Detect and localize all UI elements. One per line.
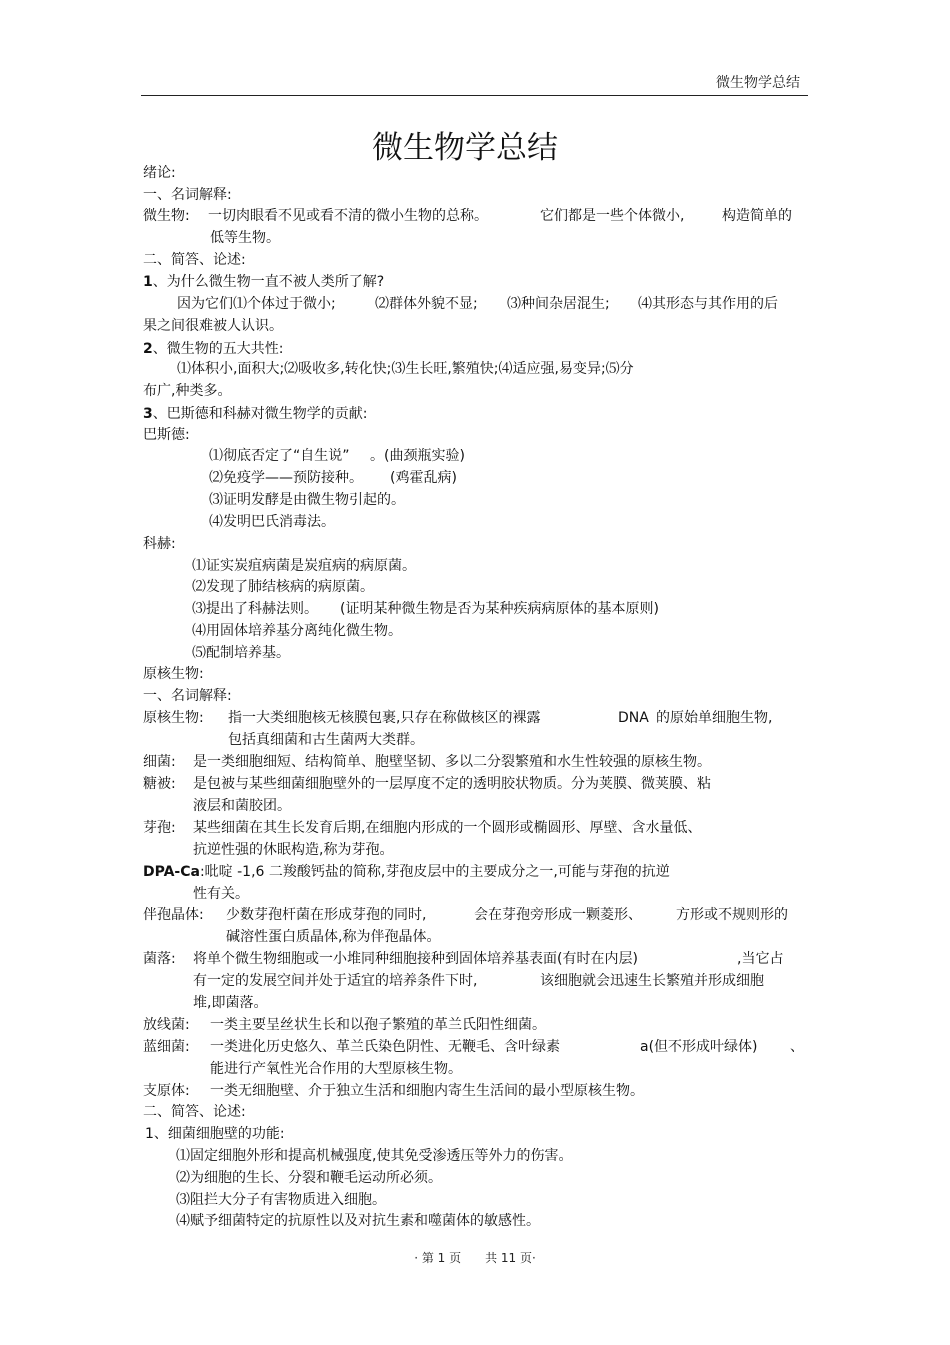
def-glycocalyx-b: 液层和菌胶团。 bbox=[193, 798, 291, 814]
q1-text: 、为什么微生物一直不被人类所了解? bbox=[152, 274, 385, 290]
header-rule bbox=[141, 95, 808, 96]
koch-label: 科赫: bbox=[143, 536, 176, 552]
def-microbe-a: 一切肉眼看不见或看不清的微小生物的总称。 bbox=[208, 208, 488, 224]
intro-sec1-heading: 一、名词解释: bbox=[143, 187, 232, 203]
def-prokaryote-a: 指一大类细胞核无核膜包裹,只存在称做核区的裸露 bbox=[228, 710, 541, 726]
def-cyanobacteria-b: a(但不形成叶绿体) bbox=[640, 1039, 758, 1055]
term-glycocalyx: 糖被: bbox=[143, 776, 176, 792]
term-dpa-ca: DPA-Ca bbox=[143, 864, 200, 880]
def-spore-b: 抗逆性强的休眠构造,称为芽孢。 bbox=[193, 842, 394, 858]
page-footer: · 第 1 页 共 11 页· bbox=[414, 1251, 536, 1265]
q2-number: 2 bbox=[143, 341, 153, 357]
term-cyanobacteria: 蓝细菌: bbox=[143, 1039, 190, 1055]
q3-text: 、巴斯德和科赫对微生物学的贡献: bbox=[152, 406, 368, 422]
def-prokaryote-c: 的原始单细胞生物, bbox=[656, 710, 773, 726]
cell-wall-item-3: ⑶阻拦大分子有害物质进入细胞。 bbox=[176, 1192, 386, 1208]
pasteur-item-4: ⑷发明巴氏消毒法。 bbox=[209, 514, 335, 530]
intro-sec2-heading: 二、简答、论述: bbox=[143, 252, 246, 268]
def-actinomycete: 一类主要呈丝状生长和以孢子繁殖的革兰氏阳性细菌。 bbox=[210, 1017, 546, 1033]
term-bacteria: 细菌: bbox=[143, 754, 176, 770]
def-dpa-ca-b: 性有关。 bbox=[193, 886, 249, 902]
def-microbe-d: 低等生物。 bbox=[210, 230, 280, 246]
def-microbe-b: 它们都是一些个体微小, bbox=[540, 208, 685, 224]
cell-wall-item-2: ⑵为细胞的生长、分裂和鞭毛运动所必须。 bbox=[176, 1170, 442, 1186]
koch-item-5: ⑸配制培养基。 bbox=[192, 645, 290, 661]
def-cyanobacteria-c: 、 bbox=[790, 1039, 804, 1055]
q1-answer-a: 因为它们⑴个体过于微小; bbox=[177, 296, 336, 312]
koch-item-4: ⑷用固体培养基分离纯化微生物。 bbox=[192, 623, 402, 639]
q2-answer-b: 布广,种类多。 bbox=[143, 383, 232, 399]
def-colony-b: ,当它占 bbox=[737, 951, 784, 967]
def-mycoplasma: 一类无细胞壁、介于独立生活和细胞内寄生生活间的最小型原核生物。 bbox=[210, 1083, 644, 1099]
term-actinomycete: 放线菌: bbox=[143, 1017, 190, 1033]
pasteur-item-2b: (鸡霍乱病) bbox=[390, 470, 457, 486]
prokaryote-sec1-heading: 一、名词解释: bbox=[143, 688, 232, 704]
def-crystal-b: 会在芽孢旁形成一颗菱形、 bbox=[474, 907, 642, 923]
q1-answer-d: ⑷其形态与其作用的后 bbox=[638, 296, 778, 312]
q1-answer-c: ⑶种间杂居混生; bbox=[507, 296, 610, 312]
term-mycoplasma: 支原体: bbox=[143, 1083, 190, 1099]
term-parasporal-crystal: 伴孢晶体: bbox=[143, 907, 204, 923]
q2-answer-a: ⑴体积小,面积大;⑵吸收多,转化快;⑶生长旺,繁殖快;⑷适应强,易变异;⑸分 bbox=[177, 361, 634, 377]
cell-wall-item-4: ⑷赋予细菌特定的抗原性以及对抗生素和噬菌体的敏感性。 bbox=[176, 1213, 540, 1229]
def-colony-a: 将单个微生物细胞或一小堆同种细胞接种到固体培养基表面(有时在内层) bbox=[193, 951, 638, 967]
term-colony: 菌落: bbox=[143, 951, 176, 967]
q3-number: 3 bbox=[143, 406, 153, 422]
cell-wall-heading: 1、细菌细胞壁的功能: bbox=[145, 1126, 285, 1142]
term-prokaryote: 原核生物: bbox=[143, 710, 204, 726]
def-colony-d: 该细胞就会迅速生长繁殖并形成细胞 bbox=[540, 973, 764, 989]
q1-answer-b: ⑵群体外貌不显; bbox=[375, 296, 478, 312]
def-glycocalyx-a: 是包被与某些细菌细胞壁外的一层厚度不定的透明胶状物质。分为荚膜、微荚膜、粘 bbox=[193, 776, 711, 792]
term-microbe: 微生物: bbox=[143, 208, 190, 224]
def-crystal-d: 碱溶性蛋白质晶体,称为伴孢晶体。 bbox=[226, 929, 441, 945]
pasteur-label: 巴斯德: bbox=[143, 427, 190, 443]
def-prokaryote-b: DNA bbox=[618, 710, 649, 726]
def-crystal-a: 少数芽孢杆菌在形成芽孢的同时, bbox=[226, 907, 427, 923]
koch-item-2: ⑵发现了肺结核病的病原菌。 bbox=[192, 579, 374, 595]
koch-item-1: ⑴证实炭疽病菌是炭疽病的病原菌。 bbox=[192, 558, 416, 574]
koch-item-3b: (证明某种微生物是否为某种疾病病原体的基本原则) bbox=[340, 601, 659, 617]
q1-number: 1 bbox=[143, 274, 153, 290]
intro-heading: 绪论: bbox=[143, 165, 176, 181]
def-colony-e: 堆,即菌落。 bbox=[193, 995, 268, 1011]
def-crystal-c: 方形或不规则形的 bbox=[676, 907, 788, 923]
def-microbe-c: 构造简单的 bbox=[722, 208, 792, 224]
def-spore-a: 某些细菌在其生长发育后期,在细胞内形成的一个圆形或椭圆形、厚壁、含水量低、 bbox=[193, 820, 702, 836]
def-colony-c: 有一定的发展空间并处于适宜的培养条件下时, bbox=[193, 973, 478, 989]
koch-item-3a: ⑶提出了科赫法则。 bbox=[192, 601, 318, 617]
page-title: 微生物学总结 bbox=[372, 130, 558, 166]
def-prokaryote-d: 包括真细菌和古生菌两大类群。 bbox=[228, 732, 424, 748]
pasteur-item-1a: ⑴彻底否定了“自生说” bbox=[209, 448, 350, 464]
term-spore: 芽孢: bbox=[143, 820, 176, 836]
running-header: 微生物学总结 bbox=[716, 75, 800, 91]
q1-answer-e: 果之间很难被人认识。 bbox=[143, 318, 283, 334]
def-bacteria: 是一类细胞细短、结构简单、胞壁坚韧、多以二分裂繁殖和水生性较强的原核生物。 bbox=[193, 754, 711, 770]
cell-wall-item-1: ⑴固定细胞外形和提高机械强度,使其免受渗透压等外力的伤害。 bbox=[176, 1148, 573, 1164]
prokaryote-sec2-heading: 二、简答、论述: bbox=[143, 1104, 246, 1120]
def-cyanobacteria-a: 一类进化历史悠久、革兰氏染色阴性、无鞭毛、含叶绿素 bbox=[210, 1039, 560, 1055]
pasteur-item-1b: 。(曲颈瓶实验) bbox=[370, 448, 465, 464]
def-dpa-ca-a: :吡啶 -1,6 二羧酸钙盐的简称,芽孢皮层中的主要成分之一,可能与芽孢的抗逆 bbox=[199, 864, 670, 880]
def-cyanobacteria-d: 能进行产氧性光合作用的大型原核生物。 bbox=[210, 1061, 462, 1077]
pasteur-item-3: ⑶证明发酵是由微生物引起的。 bbox=[209, 492, 405, 508]
q2-text: 、微生物的五大共性: bbox=[152, 341, 284, 357]
pasteur-item-2a: ⑵免疫学——预防接种。 bbox=[209, 470, 363, 486]
prokaryote-heading: 原核生物: bbox=[143, 666, 204, 682]
